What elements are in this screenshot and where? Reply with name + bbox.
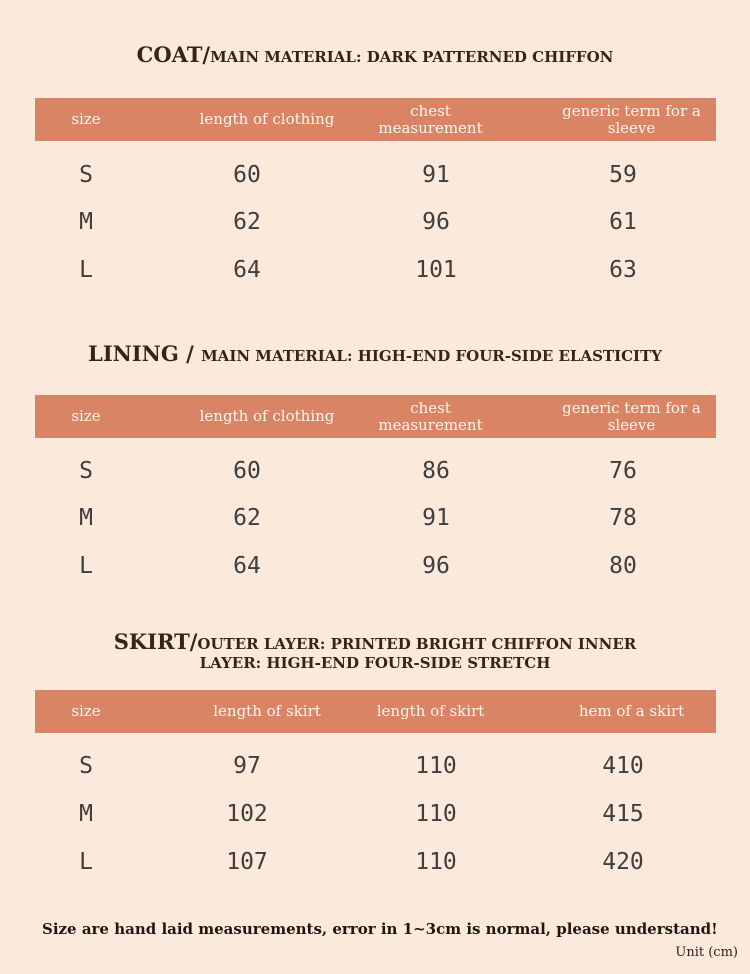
lining-title-main: LINING / (88, 341, 202, 366)
table-row (0, 842, 750, 882)
table-row (0, 451, 750, 491)
lining-table-header (35, 395, 716, 438)
size-cell: L (79, 553, 93, 579)
size-cell: S (79, 458, 93, 484)
value-cell: 78 (609, 505, 637, 531)
value-cell: 420 (602, 849, 644, 875)
table-row (0, 794, 750, 834)
value-cell: 110 (415, 753, 457, 779)
size-cell: M (79, 801, 93, 827)
table-row (0, 250, 750, 290)
size-cell: L (79, 257, 93, 283)
value-cell: 64 (233, 553, 261, 579)
value-cell: 102 (226, 801, 268, 827)
value-cell: 80 (609, 553, 637, 579)
value-cell: 62 (233, 505, 261, 531)
header-sleeve: generic term for a sleeve (562, 398, 701, 434)
table-row (0, 498, 750, 538)
value-cell: 86 (422, 458, 450, 484)
size-cell: M (79, 505, 93, 531)
value-cell: 60 (233, 458, 261, 484)
value-cell: 91 (422, 162, 450, 188)
size-cell: M (79, 209, 93, 235)
size-cell: S (79, 162, 93, 188)
value-cell: 64 (233, 257, 261, 283)
value-cell: 110 (415, 801, 457, 827)
header-sleeve: generic term for a sleeve (562, 101, 701, 137)
table-row (0, 546, 750, 586)
header-size: size (71, 702, 101, 720)
value-cell: 61 (609, 209, 637, 235)
size-cell: S (79, 753, 93, 779)
value-cell: 415 (602, 801, 644, 827)
header-size: size (71, 407, 101, 425)
value-cell: 101 (415, 257, 457, 283)
value-cell: 110 (415, 849, 457, 875)
value-cell: 59 (609, 162, 637, 188)
lining-title (0, 341, 750, 366)
value-cell: 107 (226, 849, 268, 875)
header-size: size (71, 110, 101, 128)
value-cell: 96 (422, 553, 450, 579)
size-cell: L (79, 849, 93, 875)
table-row (0, 155, 750, 195)
table-row (0, 746, 750, 786)
skirt-table-header (35, 690, 716, 733)
header-hem-of-skirt: hem of a skirt (578, 702, 685, 720)
header-length-of-skirt: length of skirt (213, 702, 321, 720)
header-length-of-clothing: length of clothing (199, 407, 335, 425)
lining-title-sub: MAIN MATERIAL: HIGH-END FOUR-SIDE ELASTICITY (201, 347, 662, 365)
value-cell: 76 (609, 458, 637, 484)
value-cell: 62 (233, 209, 261, 235)
skirt-title-sub: OUTER LAYER: PRINTED BRIGHT CHIFFON INNER (197, 635, 637, 653)
header-length-of-clothing: length of clothing (199, 110, 335, 128)
value-cell: 63 (609, 257, 637, 283)
skirt-title (0, 629, 750, 673)
header-chest-measurement: chest measurement (378, 101, 483, 137)
value-cell: 410 (602, 753, 644, 779)
value-cell: 97 (233, 753, 261, 779)
value-cell: 91 (422, 505, 450, 531)
header-length-of-skirt-2: length of skirt (376, 702, 485, 720)
coat-title (0, 42, 750, 67)
skirt-title-sub-line2: LAYER: HIGH-END FOUR-SIDE STRETCH (199, 654, 551, 672)
table-row (0, 202, 750, 242)
value-cell: 60 (233, 162, 261, 188)
unit-label: Unit (cm) (675, 945, 738, 960)
coat-title-main: COAT/ (136, 42, 211, 67)
coat-table-header (35, 98, 716, 141)
measurement-note: Size are hand laid measurements, error in 1~3cm is normal, please understand! (42, 920, 718, 938)
value-cell: 96 (422, 209, 450, 235)
header-chest-measurement: chest measurement (378, 398, 483, 434)
coat-title-sub: MAIN MATERIAL: DARK PATTERNED CHIFFON (210, 48, 614, 66)
skirt-title-main: SKIRT/ (113, 629, 198, 654)
